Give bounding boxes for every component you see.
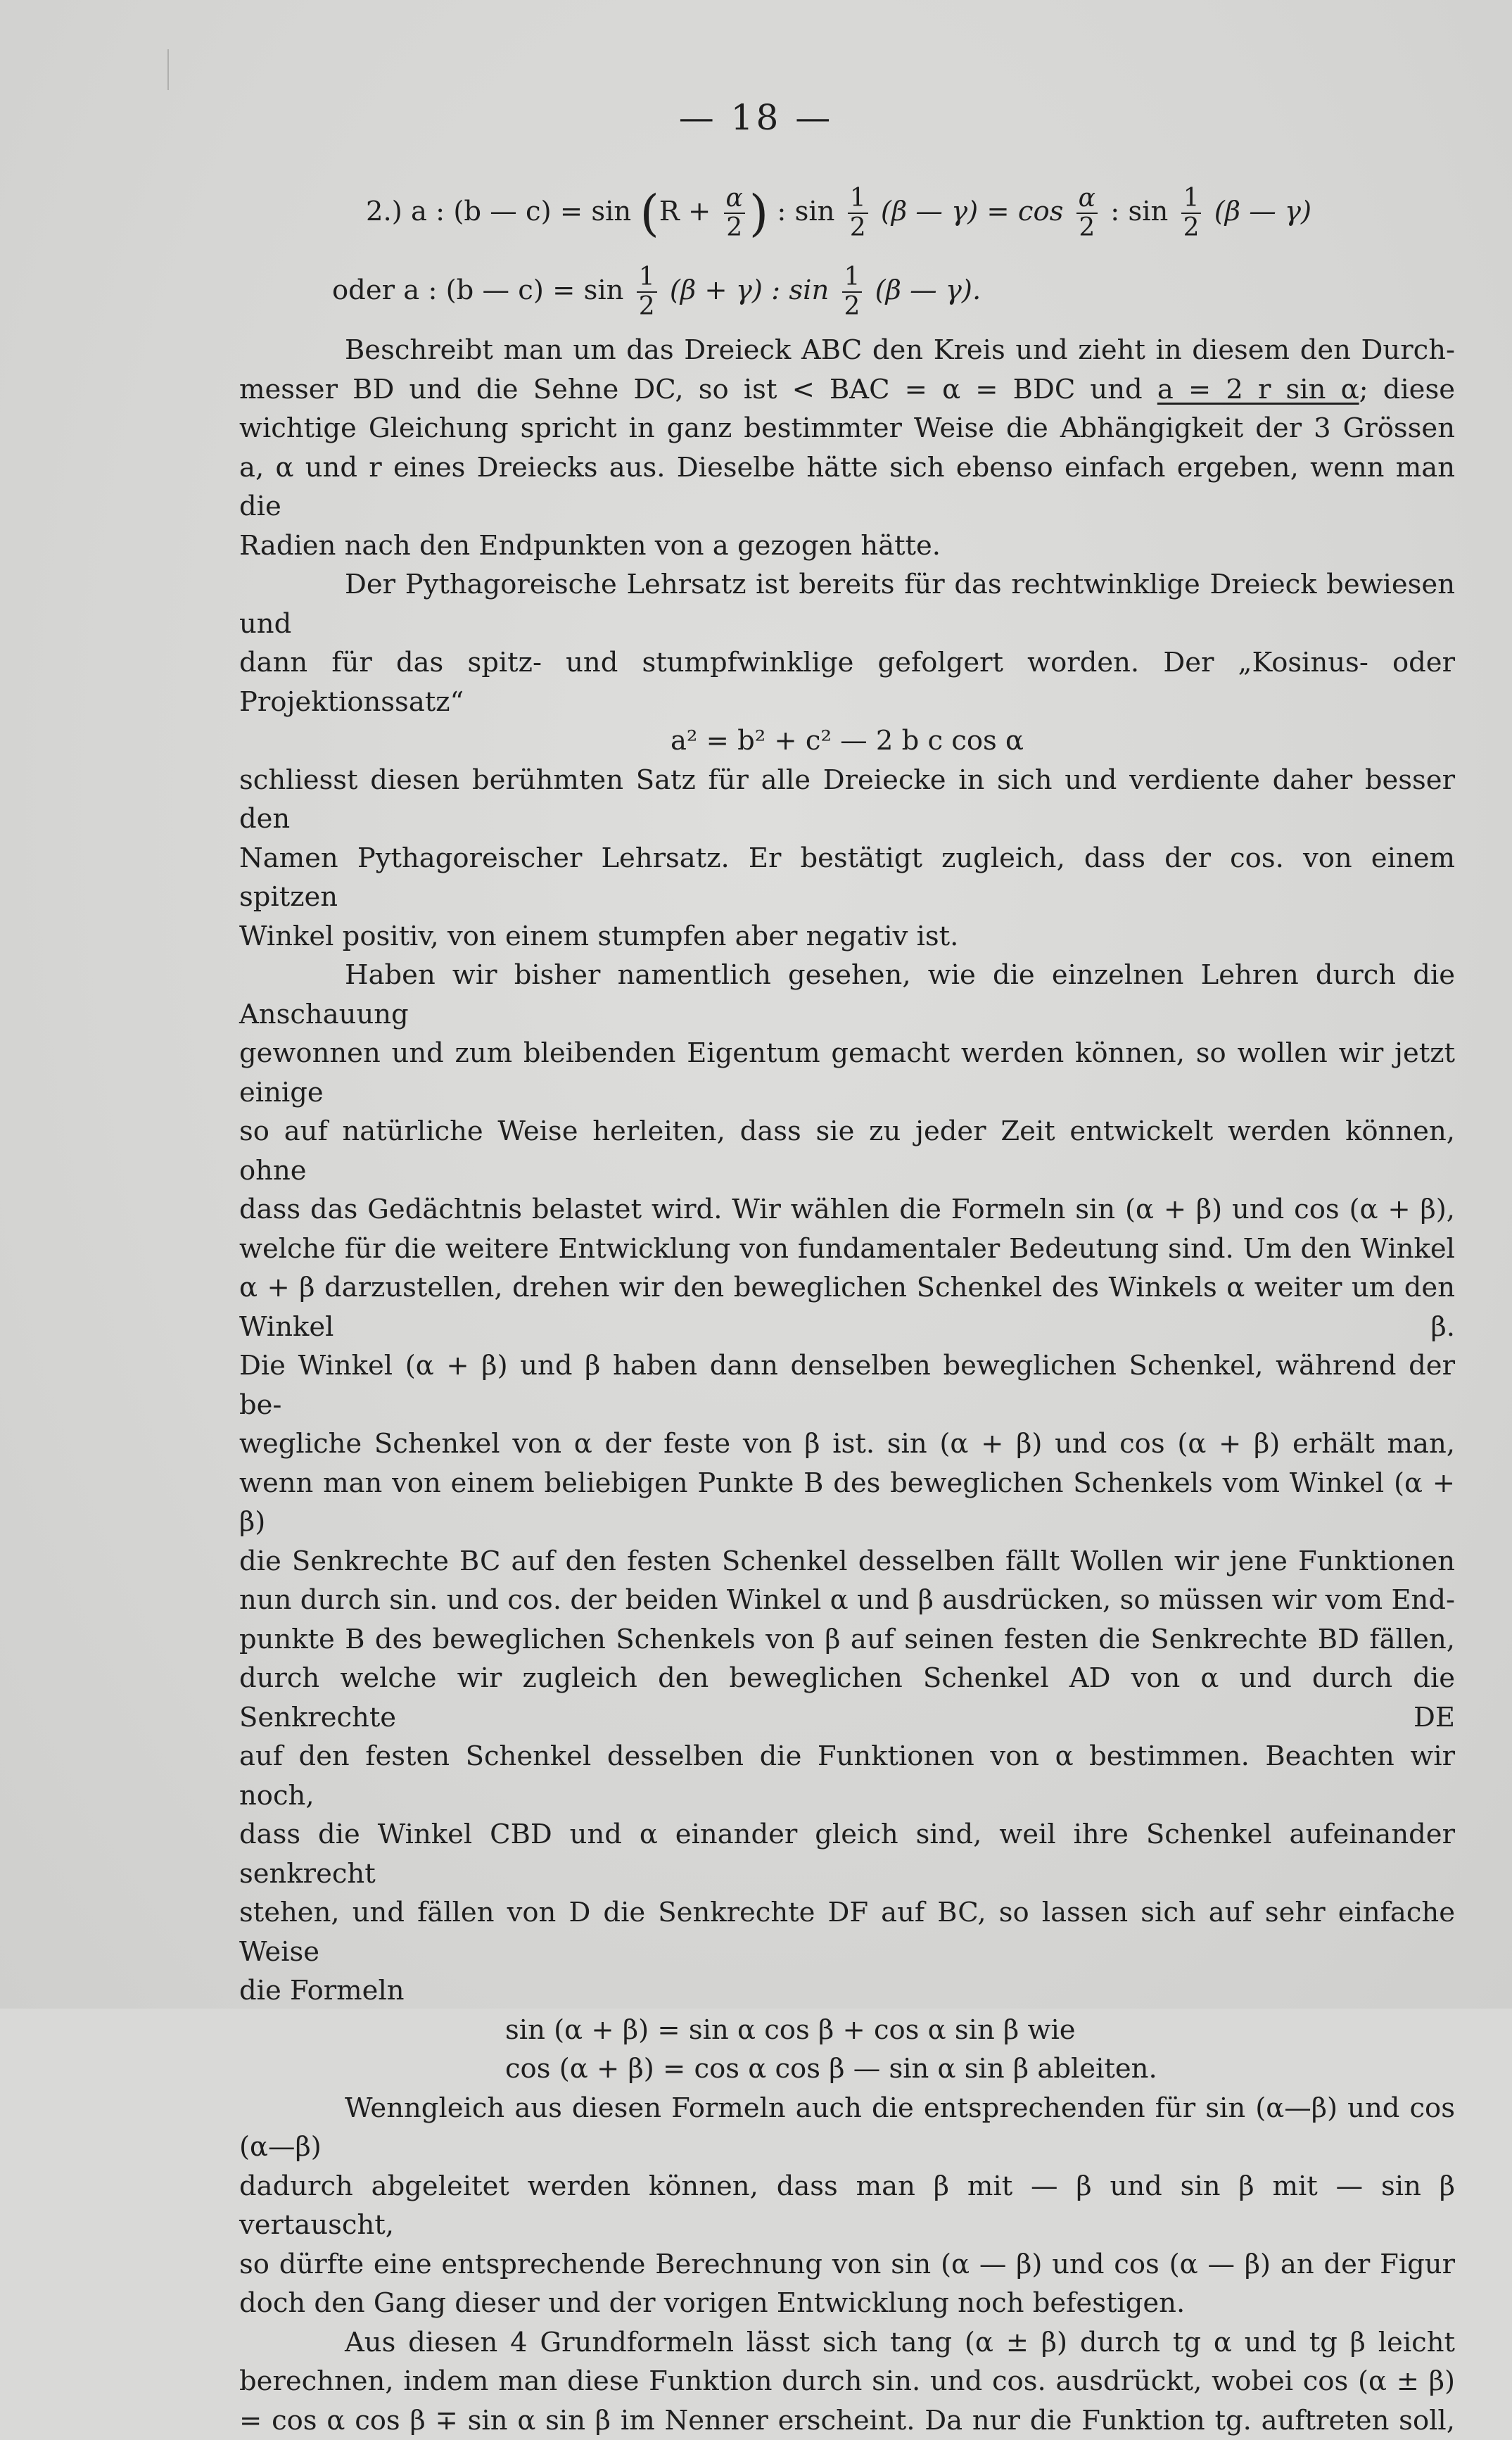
formula-1-paren-close: ) (749, 184, 768, 242)
formula-1-prefix: 2.) a : (b — c) = sin (366, 196, 631, 227)
formula-2-part-2: (β — γ). (875, 274, 981, 306)
formula-1-frac-alpha: $\frac{\alpha}{2}$ (724, 186, 745, 241)
formula-1-frac-half: $\frac{1}{2}$ (848, 186, 868, 241)
formula-1-colon-sin-2: : sin (1110, 196, 1168, 227)
paragraph-1-line-5: Radien nach den Endpunkten von a gezogen hätte. (239, 526, 1455, 566)
formula-1-part-2: (β — γ) (1214, 196, 1311, 227)
paragraph-4-line-6: α + β darzustellen, drehen wir den beweglichen Schenkel des Winkels α weiter um den Winkel β. (239, 1268, 1455, 1346)
formula-2-frac-half: $\frac{1}{2}$ (637, 265, 657, 320)
paragraph-1-line-1: Beschreibt man um das Dreieck ABC den Kreis und zieht in diesem den Durch- (239, 331, 1455, 370)
paragraph-4-line-16: stehen, und fällen von D die Senkrechte DF auf BC, so lassen sich auf sehr einfache Weise (239, 1893, 1455, 1971)
paragraph-6-line-1: Aus diesen 4 Grundformeln lässt sich tang (α ± β) durch tg α und tg β leicht (239, 2323, 1455, 2363)
paragraph-3-line-2: Namen Pythagoreischer Lehrsatz. Er bestätigt zugleich, dass der cos. von einem spitzen (239, 839, 1455, 917)
paragraph-4-line-15: dass die Winkel CBD und α einander gleich sind, weil ihre Schenkel aufeinander senkrecht (239, 1815, 1455, 1893)
formula-2-frac-half-2: $\frac{1}{2}$ (842, 265, 863, 320)
paragraph-4-line-10: die Senkrechte BC auf den festen Schenkel desselben fällt Wollen wir jene Funktionen (239, 1542, 1455, 1581)
key-equation: a = 2 r sin α (1157, 374, 1359, 405)
paragraph-4-line-3: so auf natürliche Weise herleiten, dass sie zu jeder Zeit entwickelt werden können, ohne (239, 1112, 1455, 1190)
paragraph-5-line-4: doch den Gang dieser und der vorigen Entwicklung noch befestigen. (239, 2284, 1455, 2323)
formula-2-part-1: (β + γ) : sin (670, 274, 829, 306)
paragraph-1-line-3: wichtige Gleichung spricht in ganz bestimmter Weise die Abhängigkeit der 3 Grössen (239, 409, 1455, 448)
formula-2-prefix: oder a : (b — c) = sin (332, 274, 623, 306)
page-number: — 18 — (0, 97, 1512, 138)
paragraph-4-line-14: auf den festen Schenkel desselben die Funktionen von α bestimmen. Beachten wir noch, (239, 1737, 1455, 1815)
paragraph-4-line-8: wegliche Schenkel von α der feste von β ist. sin (α + β) und cos (α + β) erhält man, (239, 1424, 1455, 1464)
paragraph-4-line-12: punkte B des beweglichen Schenkels von β auf seinen festen die Senkrechte BD fällen, (239, 1620, 1455, 1660)
addition-formula-sin: sin (α + β) = sin α cos β + cos α sin β wie (239, 2011, 1455, 2050)
paragraph-4-line-9: wenn man von einem beliebigen Punkte B des beweglichen Schenkels vom Winkel (α + β) (239, 1464, 1455, 1542)
paragraph-4-line-7: Die Winkel (α + β) und β haben dann denselben beweglichen Schenkel, während der be- (239, 1346, 1455, 1424)
paragraph-2-line-1: Der Pythagoreische Lehrsatz ist bereits für das rechtwinklige Dreieck bewiesen und (239, 565, 1455, 643)
paragraph-4-line-11: nun durch sin. und cos. der beiden Winkel α und β ausdrücken, so müssen wir vom End- (239, 1581, 1455, 1620)
cosine-law: a² = b² + c² — 2 b c cos α (239, 721, 1455, 761)
paragraph-4-line-5: welche für die weitere Entwicklung von fundamentaler Bedeutung sind. Um den Winkel (239, 1230, 1455, 1269)
paragraph-5-line-2: dadurch abgeleitet werden können, dass man β mit — β und sin β mit — sin β vertauscht, (239, 2167, 1455, 2245)
paragraph-2-line-2: dann für das spitz- und stumpfwinklige gefolgert worden. Der „Kosinus- oder Projektionssatz“ (239, 643, 1455, 721)
formula-1-colon-sin: : sin (777, 196, 834, 227)
paragraph-1-line-2: messer BD und die Sehne DC, so ist < BAC = α = BDC und a = 2 r sin α; diese (239, 370, 1455, 410)
paragraph-4-line-13: durch welche wir zugleich den beweglichen Schenkel AD von α und durch die Senkrechte DE (239, 1659, 1455, 1737)
paragraph-5-line-3: so dürfte eine entsprechende Berechnung von sin (α — β) und cos (α — β) an der Figur (239, 2245, 1455, 2284)
paragraph-4-line-4: dass das Gedächtnis belastet wird. Wir wählen die Formeln sin (α + β) und cos (α + β), (239, 1190, 1455, 1230)
formula-1 (366, 184, 1311, 242)
body-text (239, 331, 1455, 2440)
paragraph-3-line-1: schliesst diesen berühmten Satz für alle Dreiecke in sich und verdiente daher besser den (239, 761, 1455, 839)
paragraph-4-line-17: die Formeln (239, 1971, 1455, 2011)
addition-formula-cos: cos (α + β) = cos α cos β — sin α sin β ableiten. (239, 2049, 1455, 2089)
formula-2 (332, 265, 981, 320)
paragraph-5-line-1: Wenngleich aus diesen Formeln auch die entsprechenden für sin (α—β) und cos (α—β) (239, 2089, 1455, 2167)
paragraph-4-line-1: Haben wir bisher namentlich gesehen, wie die einzelnen Lehren durch die Anschauung (239, 956, 1455, 1034)
paragraph-4-line-2: gewonnen und zum bleibenden Eigentum gemacht werden können, so wollen wir jetzt einige (239, 1034, 1455, 1112)
formula-1-frac-alpha-2: $\frac{\alpha}{2}$ (1076, 186, 1098, 241)
scan-mark (167, 49, 169, 90)
formula-1-part-1: (β — γ) = cos (881, 196, 1064, 227)
formula-1-frac-half-2: $\frac{1}{2}$ (1181, 186, 1202, 241)
paragraph-6-line-2: berechnen, indem man diese Funktion durch sin. und cos. ausdrückt, wobei cos (α ± β) (239, 2362, 1455, 2401)
paragraph-1-line-4: a, α und r eines Dreiecks aus. Dieselbe hätte sich ebenso einfach ergeben, wenn man die (239, 448, 1455, 526)
paragraph-6-line-3: = cos α cos β ∓ sin α sin β im Nenner erscheint. Da nur die Funktion tg. auftreten soll, (239, 2401, 1455, 2440)
paragraph-3-line-3: Winkel positiv, von einem stumpfen aber negativ ist. (239, 917, 1455, 956)
formula-1-paren-open: ( (640, 184, 659, 242)
formula-1-R: R + (659, 196, 711, 227)
